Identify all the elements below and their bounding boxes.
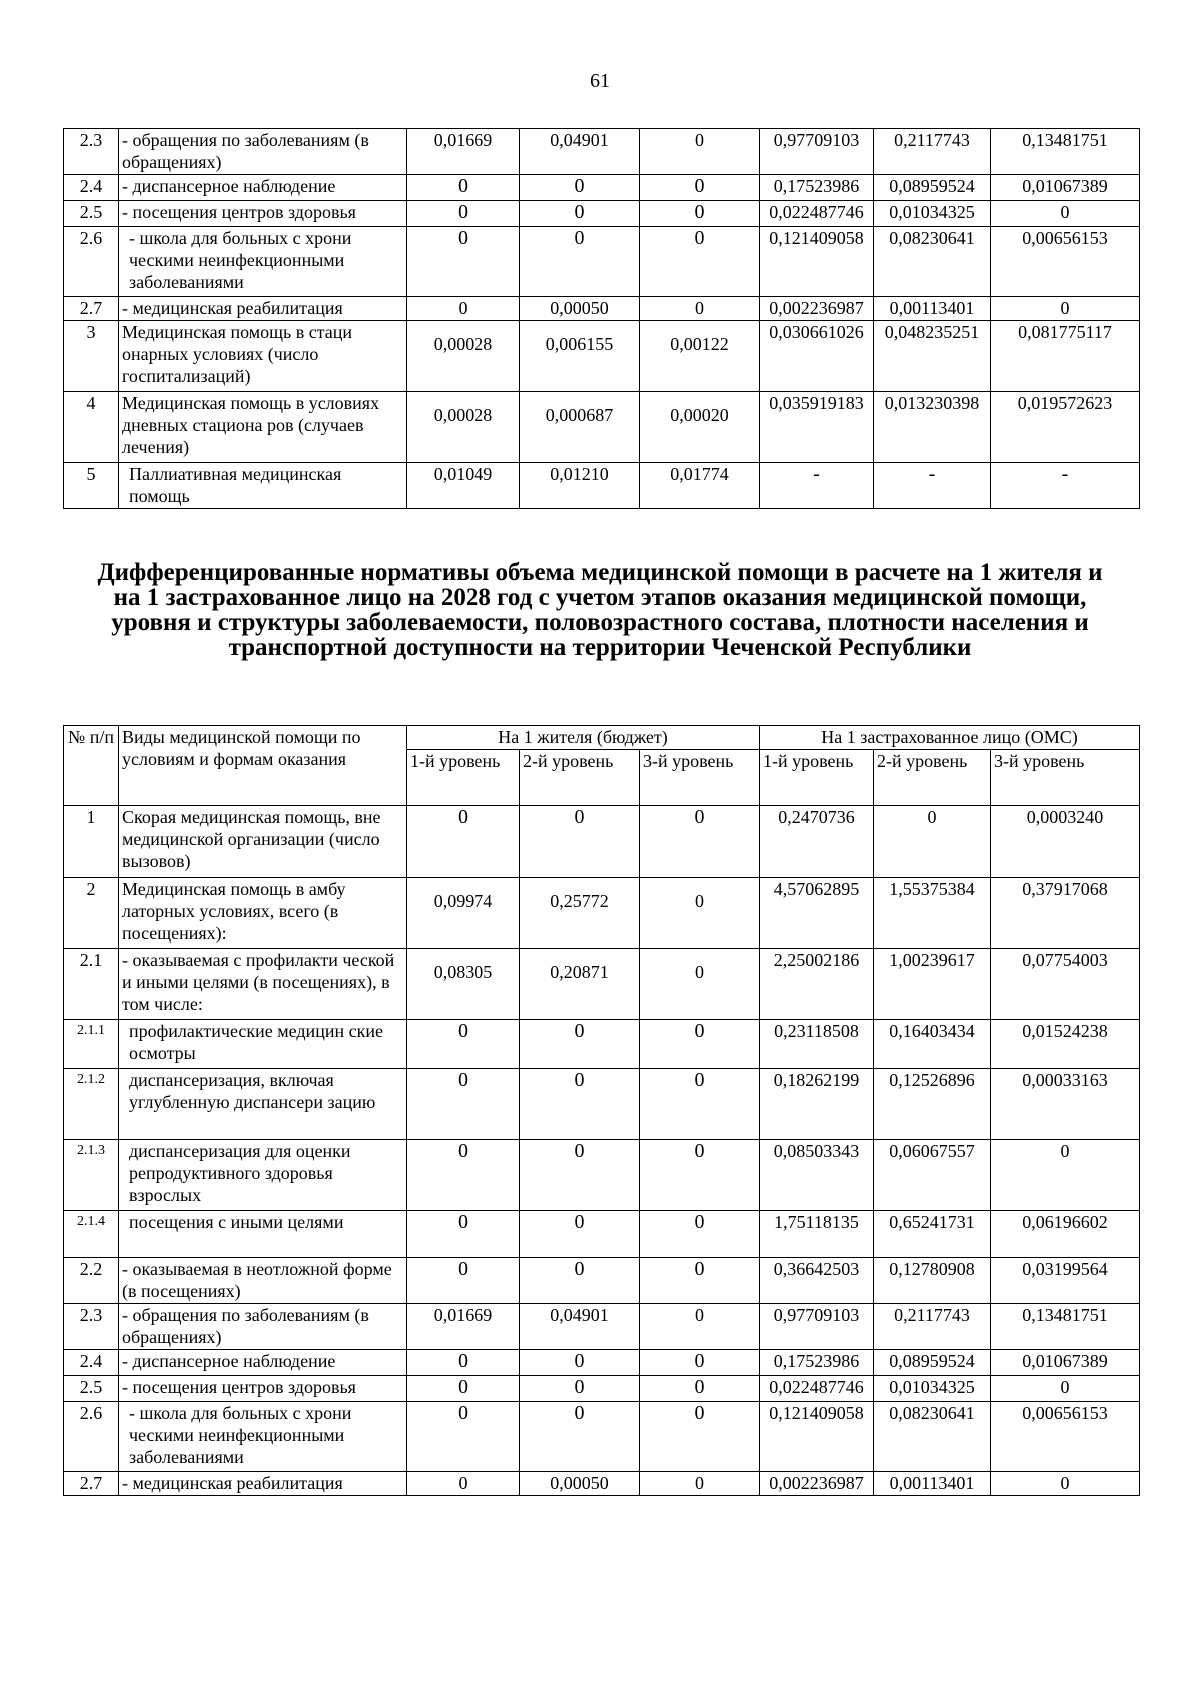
table-row — [64, 201, 1140, 227]
budget-level-3: 0 — [640, 1304, 760, 1350]
oms-level-2: 0,12526896 — [874, 1069, 991, 1140]
oms-level-1: 0,17523986 — [760, 1350, 874, 1376]
oms-level-3: 0 — [991, 1472, 1140, 1496]
budget-level-2: 0,000687 — [520, 392, 640, 463]
row-description: - оказываемая в неотложной форме (в посещениях) — [119, 1258, 407, 1304]
budget-level-3: 0,01774 — [640, 463, 760, 509]
oms-level-3: 0,03199564 — [991, 1258, 1140, 1304]
oms-level-3: 0 — [991, 1140, 1140, 1211]
row-number: 2.7 — [64, 297, 119, 321]
row-number: 2.4 — [64, 175, 119, 201]
budget-level-3: 0 — [640, 806, 760, 878]
row-number: 2.7 — [64, 1472, 119, 1496]
budget-level-1: 0 — [407, 1350, 520, 1376]
row-description: профилактические медицин ские осмотры — [119, 1020, 407, 1069]
budget-level-1: 0 — [407, 1140, 520, 1211]
table-row — [64, 878, 1140, 949]
oms-level-2: 0,65241731 — [874, 1211, 991, 1258]
budget-level-2: 0 — [520, 1069, 640, 1140]
row-description: - диспансерное наблюдение — [119, 175, 407, 201]
budget-level-2: 0 — [520, 201, 640, 227]
budget-level-3: 0 — [640, 1211, 760, 1258]
oms-level-1: 0,035919183 — [760, 392, 874, 463]
row-description: Скорая медицинская помощь, вне медицинской организации (число вызовов) — [119, 806, 407, 878]
header-number: № п/п — [64, 726, 119, 806]
budget-level-2: 0,04901 — [520, 129, 640, 175]
oms-level-1: 0,002236987 — [760, 1472, 874, 1496]
budget-level-3: 0 — [640, 1350, 760, 1376]
budget-level-2: 0,006155 — [520, 321, 640, 392]
header-budget-level-1: 1-й уровень — [407, 750, 520, 806]
row-description: Паллиативная медицинская помощь — [119, 463, 407, 509]
oms-level-3: - — [991, 463, 1140, 509]
table-row — [64, 175, 1140, 201]
oms-level-3: 0 — [991, 201, 1140, 227]
section-heading: Дифференцированные нормативы объема медицинской помощи в расчете на 1 жителя и на 1 застрахованное лицо на 2028 год с учетом этапов оказания медицинской помощи, уровня и структуры заболеваемости, половозрастного состава, плотности населения и транспортной доступности на территории Чеченской Республики — [97, 559, 1103, 661]
page-number: 61 — [590, 70, 610, 92]
budget-level-2: 0 — [520, 175, 640, 201]
table-row — [64, 1304, 1140, 1350]
header-oms-group: На 1 застрахованное лицо (ОМС) — [760, 726, 1140, 750]
header-oms-level-2: 2-й уровень — [874, 750, 991, 806]
budget-level-2: 0 — [520, 1020, 640, 1069]
continuation-table — [63, 128, 1140, 509]
row-number: 3 — [64, 321, 119, 392]
budget-level-1: 0 — [407, 1069, 520, 1140]
table-row — [64, 1350, 1140, 1376]
budget-level-3: 0 — [640, 201, 760, 227]
oms-level-3: 0,00033163 — [991, 1069, 1140, 1140]
row-description: диспансеризация для оценки репродуктивного здоровья взрослых — [119, 1140, 407, 1211]
table-row — [64, 806, 1140, 878]
oms-level-2: 0,00113401 — [874, 1472, 991, 1496]
row-description: - оказываемая с профилакти ческой и иными целями (в посещениях), в том числе: — [119, 949, 407, 1020]
row-number: 2.5 — [64, 201, 119, 227]
budget-level-1: 0,00028 — [407, 392, 520, 463]
row-number: 2.1.1 — [64, 1020, 119, 1069]
oms-level-1: 0,030661026 — [760, 321, 874, 392]
budget-level-2: 0 — [520, 1211, 640, 1258]
oms-level-1: 0,08503343 — [760, 1140, 874, 1211]
budget-level-2: 0 — [520, 1258, 640, 1304]
row-number: 1 — [64, 806, 119, 878]
oms-level-1: 0,97709103 — [760, 129, 874, 175]
oms-level-1: 0,121409058 — [760, 1402, 874, 1472]
budget-level-1: 0 — [407, 201, 520, 227]
budget-level-3: 0 — [640, 1020, 760, 1069]
budget-level-2: 0,01210 — [520, 463, 640, 509]
budget-level-3: 0 — [640, 227, 760, 297]
table-row — [64, 297, 1140, 321]
budget-level-3: 0 — [640, 1069, 760, 1140]
oms-level-3: 0,13481751 — [991, 1304, 1140, 1350]
table-row — [64, 1472, 1140, 1496]
oms-level-1: 1,75118135 — [760, 1211, 874, 1258]
budget-level-1: 0 — [407, 1258, 520, 1304]
row-number: 2.2 — [64, 1258, 119, 1304]
oms-level-2: 0,2117743 — [874, 129, 991, 175]
row-description: Медицинская помощь в условиях дневных стациона ров (случаев лечения) — [119, 392, 407, 463]
budget-level-3: 0 — [640, 297, 760, 321]
header-budget-group: На 1 жителя (бюджет) — [407, 726, 760, 750]
row-description: - школа для больных с хрони ческими неинфекционными заболеваниями — [119, 1402, 407, 1472]
oms-level-2: 0,08959524 — [874, 1350, 991, 1376]
budget-level-2: 0 — [520, 227, 640, 297]
row-description: - школа для больных с хрони ческими неинфекционными заболеваниями — [119, 227, 407, 297]
oms-level-1: 0,23118508 — [760, 1020, 874, 1069]
row-number: 2.1 — [64, 949, 119, 1020]
table-row — [64, 1211, 1140, 1258]
oms-level-1: 0,2470736 — [760, 806, 874, 878]
row-number: 2 — [64, 878, 119, 949]
row-description: - обращения по заболеваниям (в обращениях) — [119, 1304, 407, 1350]
budget-level-3: 0 — [640, 878, 760, 949]
row-description: Медицинская помощь в амбу латорных условиях, всего (в посещениях): — [119, 878, 407, 949]
oms-level-1: - — [760, 463, 874, 509]
row-number: 2.6 — [64, 227, 119, 297]
header-oms-level-3: 3-й уровень — [991, 750, 1140, 806]
table-row — [64, 1140, 1140, 1211]
budget-level-3: 0 — [640, 129, 760, 175]
budget-level-2: 0 — [520, 1350, 640, 1376]
table-row — [64, 949, 1140, 1020]
oms-level-1: 0,022487746 — [760, 201, 874, 227]
budget-level-1: 0 — [407, 175, 520, 201]
row-number: 2.1.3 — [64, 1140, 119, 1211]
oms-level-2: 0,06067557 — [874, 1140, 991, 1211]
budget-level-1: 0,00028 — [407, 321, 520, 392]
budget-level-3: 0 — [640, 1472, 760, 1496]
row-description: - диспансерное наблюдение — [119, 1350, 407, 1376]
oms-level-2: 0,013230398 — [874, 392, 991, 463]
oms-level-2: 0,01034325 — [874, 1376, 991, 1402]
oms-level-2: 1,55375384 — [874, 878, 991, 949]
table-row — [64, 1402, 1140, 1472]
row-number: 2.5 — [64, 1376, 119, 1402]
oms-level-1: 0,121409058 — [760, 227, 874, 297]
row-description: - посещения центров здоровья — [119, 1376, 407, 1402]
row-number: 2.1.4 — [64, 1211, 119, 1258]
header-budget-level-3: 3-й уровень — [640, 750, 760, 806]
budget-level-2: 0,25772 — [520, 878, 640, 949]
oms-level-2: - — [874, 463, 991, 509]
budget-level-1: 0 — [407, 1472, 520, 1496]
budget-level-2: 0 — [520, 1376, 640, 1402]
oms-level-3: 0,07754003 — [991, 949, 1140, 1020]
oms-level-2: 0,048235251 — [874, 321, 991, 392]
budget-level-2: 0,04901 — [520, 1304, 640, 1350]
row-number: 2.4 — [64, 1350, 119, 1376]
header-budget-level-2: 2-й уровень — [520, 750, 640, 806]
oms-level-2: 0,2117743 — [874, 1304, 991, 1350]
row-number: 2.3 — [64, 129, 119, 175]
budget-level-3: 0 — [640, 1376, 760, 1402]
oms-level-2: 1,00239617 — [874, 949, 991, 1020]
budget-level-1: 0,01669 — [407, 129, 520, 175]
oms-level-2: 0,08230641 — [874, 1402, 991, 1472]
oms-level-3: 0,0003240 — [991, 806, 1140, 878]
row-number: 4 — [64, 392, 119, 463]
row-description: посещения с иными целями — [119, 1211, 407, 1258]
oms-level-2: 0,01034325 — [874, 201, 991, 227]
budget-level-1: 0,01669 — [407, 1304, 520, 1350]
header-oms-level-1: 1-й уровень — [760, 750, 874, 806]
row-number: 2.3 — [64, 1304, 119, 1350]
table-row — [64, 1258, 1140, 1304]
table-row — [64, 392, 1140, 463]
oms-level-3: 0 — [991, 1376, 1140, 1402]
oms-level-3: 0,01067389 — [991, 1350, 1140, 1376]
budget-level-3: 0 — [640, 949, 760, 1020]
budget-level-3: 0,00020 — [640, 392, 760, 463]
oms-level-3: 0,081775117 — [991, 321, 1140, 392]
row-description: - медицинская реабилитация — [119, 1472, 407, 1496]
table-row — [64, 463, 1140, 509]
budget-level-1: 0,01049 — [407, 463, 520, 509]
table-row — [64, 321, 1140, 392]
table-row — [64, 1020, 1140, 1069]
budget-level-1: 0 — [407, 1211, 520, 1258]
oms-level-2: 0,08959524 — [874, 175, 991, 201]
oms-level-1: 4,57062895 — [760, 878, 874, 949]
oms-level-2: 0,16403434 — [874, 1020, 991, 1069]
oms-level-3: 0,01067389 — [991, 175, 1140, 201]
budget-level-2: 0 — [520, 1140, 640, 1211]
oms-level-3: 0 — [991, 297, 1140, 321]
budget-level-3: 0 — [640, 1402, 760, 1472]
table-row — [64, 1069, 1140, 1140]
budget-level-1: 0,09974 — [407, 878, 520, 949]
budget-level-2: 0,20871 — [520, 949, 640, 1020]
budget-level-1: 0 — [407, 227, 520, 297]
budget-level-1: 0,08305 — [407, 949, 520, 1020]
row-number: 2.6 — [64, 1402, 119, 1472]
row-description: - посещения центров здоровья — [119, 201, 407, 227]
budget-level-1: 0 — [407, 297, 520, 321]
oms-level-2: 0,08230641 — [874, 227, 991, 297]
row-number: 2.1.2 — [64, 1069, 119, 1140]
table-row — [64, 129, 1140, 175]
oms-level-1: 2,25002186 — [760, 949, 874, 1020]
budget-level-1: 0 — [407, 1402, 520, 1472]
budget-level-2: 0 — [520, 1402, 640, 1472]
oms-level-1: 0,17523986 — [760, 175, 874, 201]
oms-level-1: 0,36642503 — [760, 1258, 874, 1304]
oms-level-3: 0,00656153 — [991, 227, 1140, 297]
row-description: - медицинская реабилитация — [119, 297, 407, 321]
budget-level-2: 0 — [520, 806, 640, 878]
budget-level-1: 0 — [407, 1020, 520, 1069]
oms-level-3: 0,13481751 — [991, 129, 1140, 175]
row-description: - обращения по заболеваниям (в обращениях) — [119, 129, 407, 175]
oms-level-1: 0,002236987 — [760, 297, 874, 321]
budget-level-1: 0 — [407, 1376, 520, 1402]
oms-level-2: 0,00113401 — [874, 297, 991, 321]
oms-level-1: 0,18262199 — [760, 1069, 874, 1140]
budget-level-1: 0 — [407, 806, 520, 878]
budget-level-3: 0 — [640, 1140, 760, 1211]
oms-level-1: 0,97709103 — [760, 1304, 874, 1350]
oms-level-2: 0,12780908 — [874, 1258, 991, 1304]
standards-table — [63, 725, 1140, 1496]
row-number: 5 — [64, 463, 119, 509]
oms-level-1: 0,022487746 — [760, 1376, 874, 1402]
header-row — [64, 726, 1140, 750]
budget-level-3: 0 — [640, 1258, 760, 1304]
header-types: Виды медицинской помощи по условиям и формам оказания — [119, 726, 407, 806]
row-description: Медицинская помощь в стаци онарных условиях (число госпитализаций) — [119, 321, 407, 392]
oms-level-3: 0,37917068 — [991, 878, 1140, 949]
oms-level-3: 0,06196602 — [991, 1211, 1140, 1258]
oms-level-3: 0,01524238 — [991, 1020, 1140, 1069]
budget-level-2: 0,00050 — [520, 1472, 640, 1496]
table-row — [64, 227, 1140, 297]
budget-level-3: 0 — [640, 175, 760, 201]
table-row — [64, 1376, 1140, 1402]
oms-level-3: 0,019572623 — [991, 392, 1140, 463]
row-description: диспансеризация, включая углубленную диспансери зацию — [119, 1069, 407, 1140]
budget-level-2: 0,00050 — [520, 297, 640, 321]
budget-level-3: 0,00122 — [640, 321, 760, 392]
oms-level-2: 0 — [874, 806, 991, 878]
oms-level-3: 0,00656153 — [991, 1402, 1140, 1472]
